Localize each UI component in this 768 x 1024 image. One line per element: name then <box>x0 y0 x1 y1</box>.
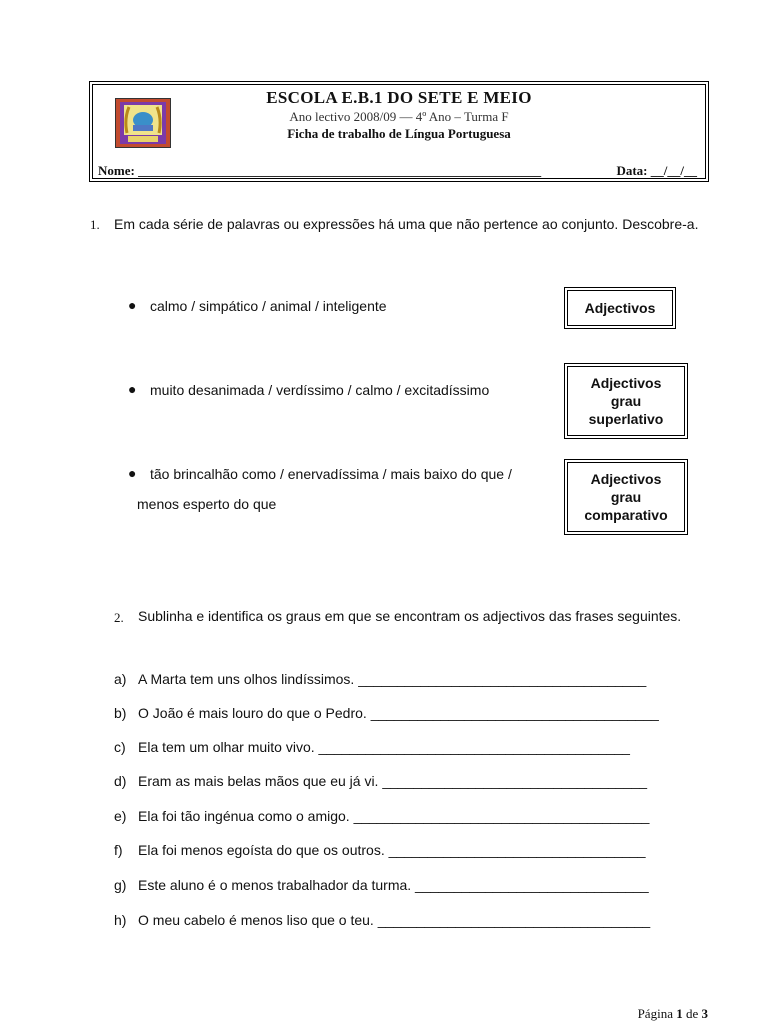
page-of-word: de <box>685 1006 699 1021</box>
q2-item-text: Eram as mais belas mãos que eu já vi. __________________________________ <box>138 773 648 789</box>
bullet-icon: ● <box>128 465 137 481</box>
worksheet-header <box>92 84 706 179</box>
q2-item-label: d) <box>114 773 127 789</box>
date-field: Data: __/__/__ <box>616 163 697 178</box>
q1-item-3-line2: menos esperto do que <box>137 496 277 512</box>
q2-item-label: b) <box>114 705 127 721</box>
q2-item-g <box>114 877 649 893</box>
q2-item-text: O João é mais louro do que o Pedro. _____________________________________ <box>138 705 659 721</box>
bullet-icon: ● <box>128 297 137 313</box>
school-year: Ano lectivo 2008/09 — 4º Ano – Turma F <box>289 109 509 124</box>
q2-item-e <box>114 808 649 824</box>
q2-item-c <box>114 739 630 755</box>
q1-box-2: Adjectivos grau superlativo <box>567 366 685 436</box>
q2-item-label: e) <box>114 808 127 824</box>
q2-item-text: Ela tem um olhar muito vivo. ________________________________________ <box>138 739 630 755</box>
q1-box-3: Adjectivos grau comparativo <box>567 462 685 532</box>
page-current: 1 <box>676 1006 683 1021</box>
q2-item-a <box>114 671 646 687</box>
school-name: ESCOLA E.B.1 DO SETE E MEIO <box>266 88 532 107</box>
q2-item-b <box>114 705 659 721</box>
question-2-text: Sublinha e identifica os graus em que se encontram os adjectivos das frases seguintes. <box>138 608 682 624</box>
question-1-text: Em cada série de palavras ou expressões há uma que não pertence ao conjunto. Descobre-a. <box>114 216 699 232</box>
q2-item-text: O meu cabelo é menos liso que o teu. ___________________________________ <box>138 912 651 928</box>
q2-item-text: Ela foi menos egoísta do que os outros. _________________________________ <box>138 842 646 858</box>
q1-box-1: Adjectivos <box>567 290 673 326</box>
q2-item-text: Ela foi tão ingénua como o amigo. ______________________________________ <box>138 808 650 824</box>
q2-item-text: A Marta tem uns olhos lindíssimos. _____________________________________ <box>138 671 647 687</box>
q2-item-text: Este aluno é o menos trabalhador da turma. ______________________________ <box>138 877 649 893</box>
q2-item-h <box>114 912 650 928</box>
q2-item-label: c) <box>114 739 126 755</box>
page-total: 3 <box>701 1006 708 1021</box>
q2-item-f <box>114 842 646 858</box>
q1-item-2: muito desanimada / verdíssimo / calmo / excitadíssimo <box>150 382 490 398</box>
q2-item-label: f) <box>114 842 123 858</box>
bullet-icon: ● <box>128 381 137 397</box>
q2-item-d <box>114 773 647 789</box>
page-number <box>638 1006 708 1022</box>
question-1-number: 1. <box>90 217 100 232</box>
page-word: Página <box>637 1006 673 1021</box>
name-field: Nome: ______________________________________________________________ <box>98 163 542 178</box>
q2-item-label: a) <box>114 671 127 687</box>
q1-item-3-line1: tão brincalhão como / enervadíssima / mais baixo do que / <box>150 466 512 482</box>
q2-item-label: g) <box>114 877 127 893</box>
q1-item-1: calmo / simpático / animal / inteligente <box>150 298 387 314</box>
question-2-number: 2. <box>114 610 124 625</box>
worksheet-title: Ficha de trabalho de Língua Portuguesa <box>287 126 511 141</box>
q2-item-label: h) <box>114 912 127 928</box>
